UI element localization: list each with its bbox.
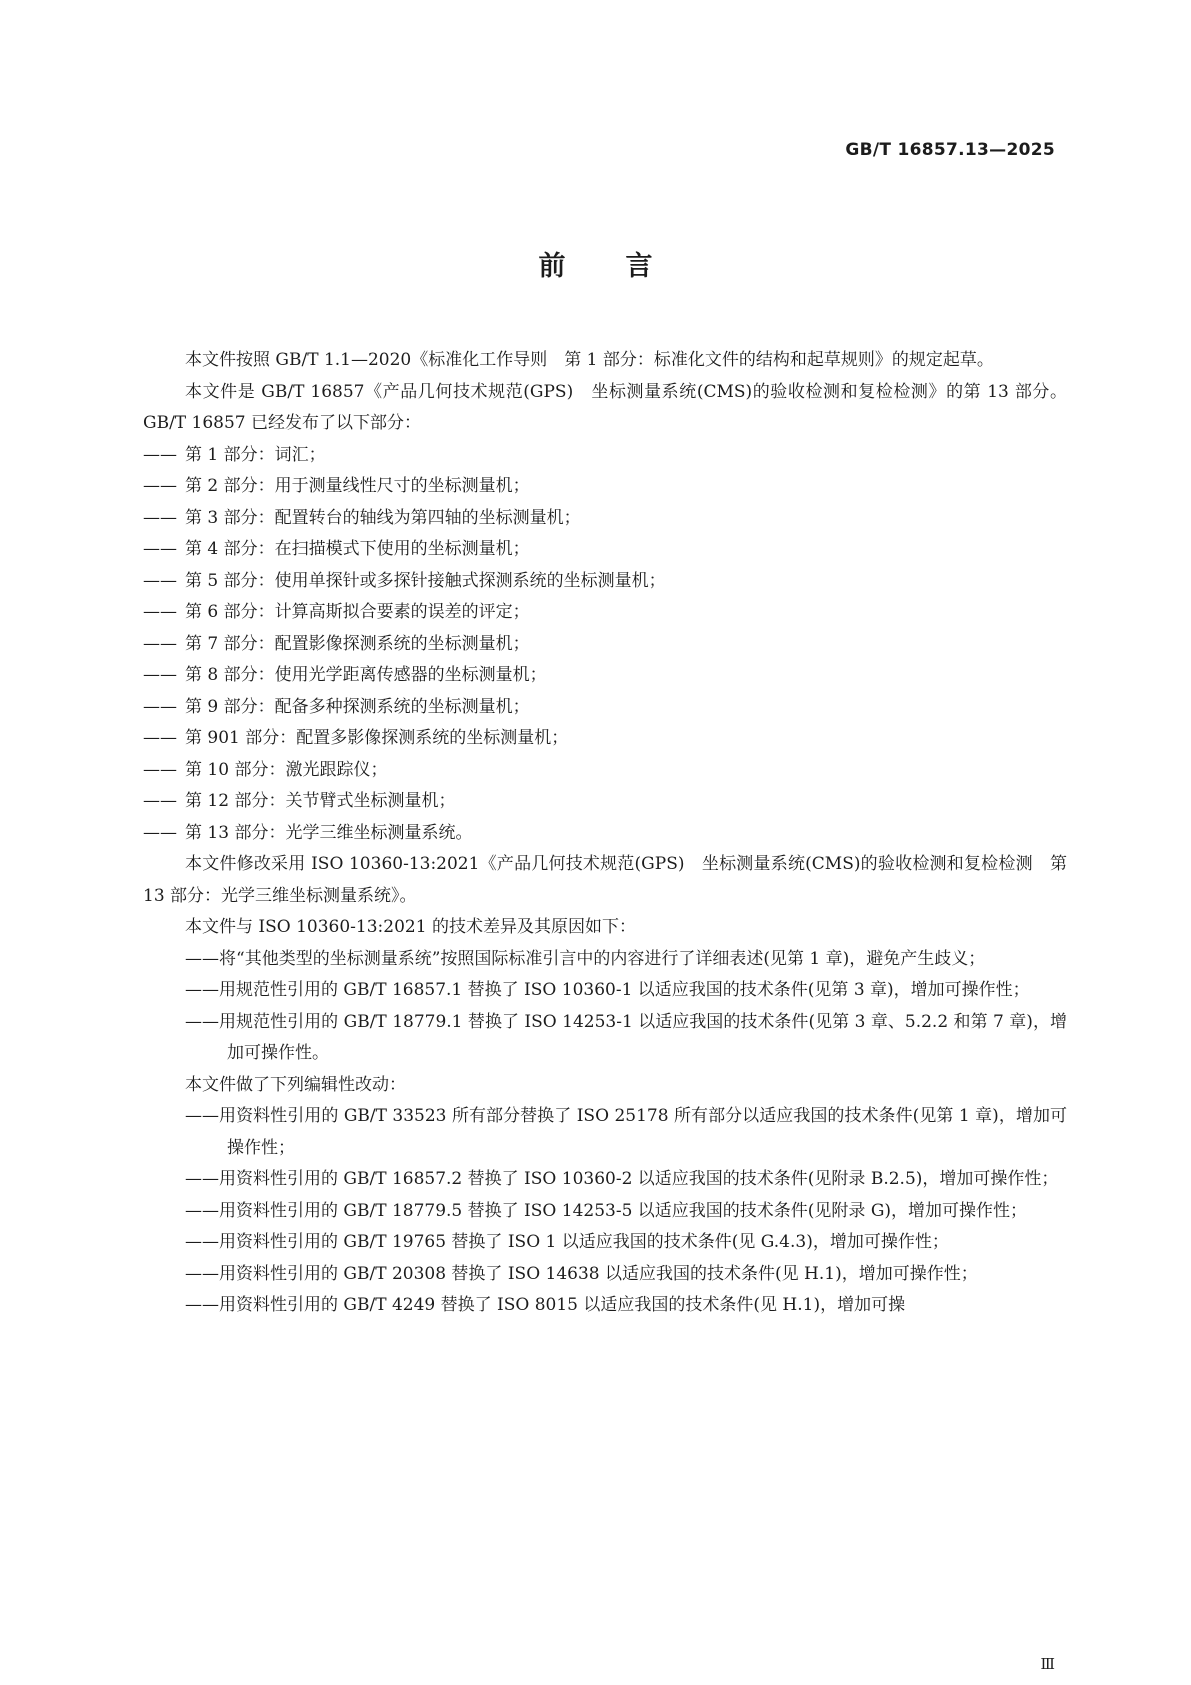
list-item: —— 第 4 部分：在扫描模式下使用的坐标测量机；: [143, 534, 1067, 566]
list-item: —— 第 901 部分：配置多影像探测系统的坐标测量机；: [143, 723, 1067, 755]
list-item: —— 第 2 部分：用于测量线性尺寸的坐标测量机；: [143, 471, 1067, 503]
list-item: ——用资料性引用的 GB/T 16857.2 替换了 ISO 10360-2 以适应我国的技术条件(见附录 B.2.5)，增加可操作性；: [185, 1169, 1059, 1189]
list-item: ——用资料性引用的 GB/T 19765 替换了 ISO 1 以适应我国的技术条件(见 G.4.3)，增加可操作性；: [185, 1232, 949, 1252]
tech-diff-list: [143, 944, 1067, 1070]
dash: ——: [185, 980, 219, 1000]
dash: ——: [143, 539, 177, 559]
dash: ——: [185, 1106, 219, 1126]
parts-list: [143, 440, 1067, 850]
dash: ——: [143, 759, 177, 780]
list-item: —— 第 9 部分：配备多种探测系统的坐标测量机；: [143, 692, 1067, 724]
dash: ——: [143, 602, 177, 622]
dash: ——: [143, 696, 177, 717]
list-item: ——用规范性引用的 GB/T 16857.1 替换了 ISO 10360-1 以适应我国的技术条件(见第 3 章)，增加可操作性；: [185, 980, 1030, 1000]
paragraph-drafting-rules: 本文件按照 GB/T 1.1—2020《标准化工作导则 第 1 部分：标准化文件的结构和起草规则》的规定起草。: [185, 350, 994, 370]
paragraph-modification: 本文件修改采用 ISO 10360-13:2021《产品几何技术规范(GPS) 坐标测量系统(CMS)的验收检测和复检检测 第 13 部分：光学三维坐标测量系统》。: [143, 854, 1067, 906]
dash: ——: [185, 1263, 219, 1284]
dash: ——: [143, 570, 177, 591]
page-title: 前言: [538, 251, 713, 282]
list-item: —— 第 10 部分：激光跟踪仪；: [143, 755, 1067, 787]
list-item: ——用规范性引用的 GB/T 18779.1 替换了 ISO 14253-1 以适应我国的技术条件(见第 3 章、5.2.2 和第 7 章)，增加可操作性。: [185, 1011, 1067, 1063]
foreword-body: [143, 345, 1067, 1322]
paragraph-editorial-intro: 本文件做了下列编辑性改动：: [185, 1074, 406, 1095]
dash: ——: [143, 507, 177, 528]
list-item: —— 第 1 部分：词汇；: [143, 440, 1067, 472]
dash: ——: [143, 633, 177, 654]
list-item: —— 第 8 部分：使用光学距离传感器的坐标测量机；: [143, 660, 1067, 692]
dash: ——: [185, 1169, 219, 1189]
paragraph-series-intro: 本文件是 GB/T 16857《产品几何技术规范(GPS) 坐标测量系统(CMS)的验收检测和复检检测》的第 13 部分。GB/T 16857 已经发布了以下部分：: [143, 381, 1067, 433]
paragraph-tech-diff-intro: 本文件与 ISO 10360-13:2021 的技术差异及其原因如下：: [185, 917, 636, 937]
list-item: ——用资料性引用的 GB/T 20308 替换了 ISO 14638 以适应我国的技术条件(见 H.1)，增加可操作性；: [185, 1263, 978, 1284]
list-item: ——用资料性引用的 GB/T 4249 替换了 ISO 8015 以适应我国的技术条件(见 H.1)，增加可操: [185, 1295, 906, 1315]
dash: ——: [143, 444, 177, 465]
standard-code: GB/T 16857.13—2025: [845, 140, 1055, 160]
dash: ——: [185, 948, 219, 969]
dash: ——: [185, 1011, 219, 1032]
dash: ——: [143, 791, 177, 811]
list-item: —— 第 12 部分：关节臂式坐标测量机；: [143, 786, 1067, 818]
dash: ——: [185, 1200, 219, 1221]
dash: ——: [143, 665, 177, 685]
list-item: —— 第 13 部分：光学三维坐标测量系统。: [143, 818, 1067, 850]
list-item: —— 第 3 部分：配置转台的轴线为第四轴的坐标测量机；: [143, 503, 1067, 535]
dash: ——: [143, 728, 177, 748]
list-item: —— 第 5 部分：使用单探针或多探针接触式探测系统的坐标测量机；: [143, 566, 1067, 598]
list-item: ——将“其他类型的坐标测量系统”按照国际标准引言中的内容进行了详细表述(见第 1 章)，避免产生歧义；: [185, 948, 986, 969]
dash: ——: [143, 822, 177, 843]
list-item: ——用资料性引用的 GB/T 18779.5 替换了 ISO 14253-5 以适应我国的技术条件(见附录 G)，增加可操作性；: [185, 1200, 1028, 1221]
editorial-list: [143, 1101, 1067, 1322]
page-number: Ⅲ: [1040, 1655, 1055, 1673]
list-item: ——用资料性引用的 GB/T 33523 所有部分替换了 ISO 25178 所有部分以适应我国的技术条件(见第 1 章)，增加可操作性；: [185, 1106, 1067, 1158]
dash: ——: [185, 1232, 219, 1252]
list-item: —— 第 6 部分：计算高斯拟合要素的误差的评定；: [143, 597, 1067, 629]
list-item: —— 第 7 部分：配置影像探测系统的坐标测量机；: [143, 629, 1067, 661]
dash: ——: [185, 1295, 219, 1315]
dash: ——: [143, 476, 177, 496]
